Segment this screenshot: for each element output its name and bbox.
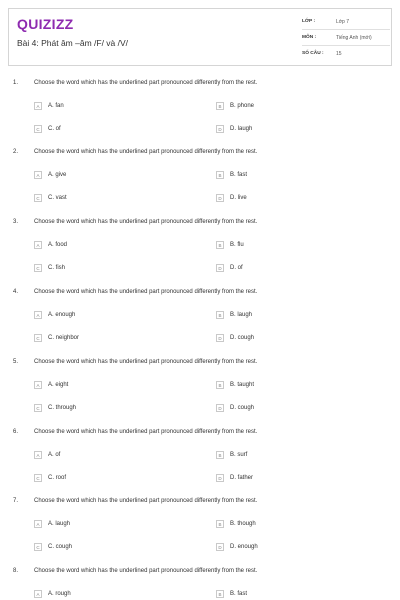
answer-option-b[interactable] [216, 590, 247, 598]
option-text: A. food [48, 242, 68, 248]
meta-label: MÔN : [302, 35, 317, 40]
option-letter-box: A [34, 451, 42, 459]
answer-option-d[interactable] [216, 125, 252, 133]
meta-value: Tiếng Anh (mới) [336, 34, 372, 41]
option-text: B. flu [230, 242, 244, 248]
worksheet-title: Bài 4: Phát âm –âm /F/ và /V/ [17, 38, 129, 48]
answer-option-b[interactable] [216, 451, 247, 459]
meta-row-class [302, 14, 390, 30]
option-text: A. laugh [48, 521, 71, 527]
option-text: D. live [230, 195, 247, 201]
option-letter-box: C [34, 474, 42, 482]
option-text: D. laugh [230, 126, 253, 132]
answer-option-c[interactable] [34, 543, 72, 551]
option-letter-box: D [216, 474, 224, 482]
answer-option-a[interactable] [34, 590, 71, 598]
option-letter-box: D [216, 125, 224, 133]
option-text: B. fast [230, 591, 248, 597]
option-text: C. roof [48, 475, 67, 481]
answer-option-d[interactable] [216, 543, 258, 551]
option-letter-box: A [34, 590, 42, 598]
option-text: C. cough [48, 544, 73, 550]
answer-option-a[interactable] [34, 241, 67, 249]
option-letter-box: A [34, 381, 42, 389]
option-text: D. of [230, 265, 243, 271]
question-text: Choose the word which has the underlined part pronounced differently from the rest. [34, 149, 258, 155]
option-text: D. cough [230, 335, 255, 341]
answer-option-a[interactable] [34, 381, 68, 389]
option-text: C. vast [48, 195, 67, 201]
meta-table [302, 14, 390, 61]
meta-value: 15 [336, 50, 342, 57]
question-text: Choose the word which has the underlined part pronounced differently from the rest. [34, 219, 258, 225]
option-letter-box: C [34, 404, 42, 412]
option-letter-box: C [34, 125, 42, 133]
option-text: B. taught [230, 382, 255, 388]
option-text: A. fan [48, 103, 64, 109]
option-letter-box: A [34, 520, 42, 528]
option-text: A. give [48, 172, 67, 178]
option-letter-box: B [216, 590, 224, 598]
option-letter-box: C [34, 264, 42, 272]
question-text: Choose the word which has the underlined part pronounced differently from the rest. [34, 289, 258, 295]
option-letter-box: C [34, 194, 42, 202]
question-text: Choose the word which has the underlined part pronounced differently from the rest. [34, 80, 258, 86]
question-number: 8. [13, 568, 19, 574]
answer-option-c[interactable] [34, 194, 67, 202]
option-text: B. fast [230, 172, 248, 178]
answer-option-c[interactable] [34, 474, 66, 482]
option-letter-box: D [216, 404, 224, 412]
worksheet-header [8, 8, 392, 66]
answer-option-d[interactable] [216, 334, 254, 342]
option-text: D. enough [230, 544, 258, 550]
option-letter-box: A [34, 311, 42, 319]
answer-option-b[interactable] [216, 102, 254, 110]
question-text: Choose the word which has the underlined part pronounced differently from the rest. [34, 359, 258, 365]
option-letter-box: B [216, 102, 224, 110]
question-text: Choose the word which has the underlined part pronounced differently from the rest. [34, 429, 258, 435]
meta-label: SỐ CÂU : [302, 51, 324, 56]
answer-option-d[interactable] [216, 194, 247, 202]
option-letter-box: B [216, 381, 224, 389]
meta-row-subject [302, 30, 390, 46]
question-number: 3. [13, 219, 19, 225]
answer-option-a[interactable] [34, 311, 75, 319]
option-text: A. rough [48, 591, 71, 597]
answer-option-c[interactable] [34, 264, 65, 272]
answer-option-d[interactable] [216, 404, 254, 412]
answer-option-a[interactable] [34, 520, 70, 528]
option-letter-box: A [34, 102, 42, 110]
answer-option-b[interactable] [216, 171, 247, 179]
answer-option-a[interactable] [34, 451, 60, 459]
answer-option-b[interactable] [216, 311, 252, 319]
answer-option-b[interactable] [216, 381, 254, 389]
question-number: 4. [13, 289, 19, 295]
option-text: C. of [48, 126, 61, 132]
option-text: D. cough [230, 405, 255, 411]
option-letter-box: B [216, 171, 224, 179]
option-text: D. father [230, 475, 254, 481]
question-text: Choose the word which has the underlined part pronounced differently from the rest. [34, 498, 258, 504]
option-letter-box: D [216, 543, 224, 551]
answer-option-a[interactable] [34, 171, 66, 179]
option-text: A. enough [48, 312, 76, 318]
option-letter-box: A [34, 241, 42, 249]
answer-option-c[interactable] [34, 334, 79, 342]
meta-label: LỚP : [302, 19, 316, 24]
option-text: B. though [230, 521, 256, 527]
option-letter-box: B [216, 451, 224, 459]
option-text: B. phone [230, 103, 255, 109]
option-letter-box: D [216, 194, 224, 202]
option-text: A. eight [48, 382, 69, 388]
option-text: C. fish [48, 265, 66, 271]
answer-option-c[interactable] [34, 404, 76, 412]
answer-option-a[interactable] [34, 102, 64, 110]
option-text: C. through [48, 405, 77, 411]
answer-option-b[interactable] [216, 241, 244, 249]
quizizz-logo: QUIZIZZ [17, 16, 74, 32]
option-letter-box: A [34, 171, 42, 179]
option-text: B. laugh [230, 312, 253, 318]
question-number: 7. [13, 498, 19, 504]
question-number: 5. [13, 359, 19, 365]
option-letter-box: D [216, 334, 224, 342]
question-text: Choose the word which has the underlined part pronounced differently from the rest. [34, 568, 258, 574]
meta-row-count [302, 46, 390, 61]
question-number: 6. [13, 429, 19, 435]
question-number: 1. [13, 80, 19, 86]
answer-option-c[interactable] [34, 125, 61, 133]
meta-value: Lớp 7 [336, 18, 350, 25]
option-text: A. of [48, 452, 61, 458]
option-text: B. surf [230, 452, 248, 458]
option-letter-box: B [216, 520, 224, 528]
option-letter-box: C [34, 334, 42, 342]
answer-option-b[interactable] [216, 520, 256, 528]
option-text: C. neighbor [48, 335, 80, 341]
question-number: 2. [13, 149, 19, 155]
option-letter-box: D [216, 264, 224, 272]
option-letter-box: C [34, 543, 42, 551]
option-letter-box: B [216, 241, 224, 249]
option-letter-box: B [216, 311, 224, 319]
answer-option-d[interactable] [216, 264, 243, 272]
answer-option-d[interactable] [216, 474, 253, 482]
